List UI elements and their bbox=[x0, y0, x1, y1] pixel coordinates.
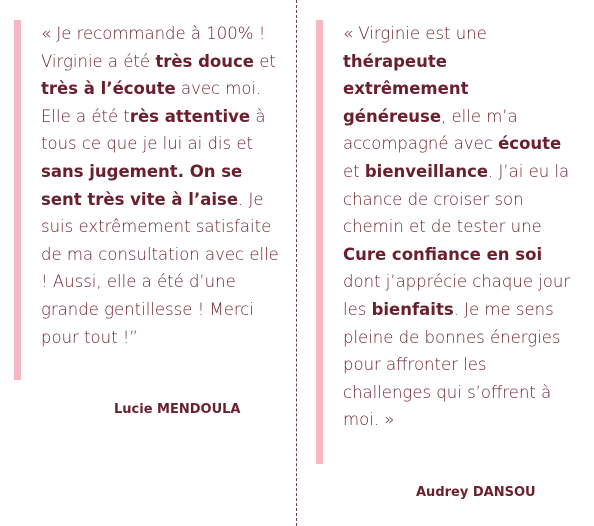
quote-highlight: très à l’écoute bbox=[41, 79, 176, 99]
quote-highlight: rès attentive bbox=[129, 106, 251, 126]
quote-segment: dont j’apprécie chaque jour les bbox=[343, 272, 571, 319]
quote-highlight: thérapeute extrêmement généreuse bbox=[343, 51, 469, 126]
quote-highlight: écoute bbox=[498, 134, 562, 154]
testimonial-author-audrey: Audrey DANSOU bbox=[416, 485, 536, 500]
testimonial-quote-audrey bbox=[316, 20, 573, 464]
testimonial-author-lucie: Lucie MENDOULA bbox=[114, 402, 241, 417]
quote-highlight: très douce bbox=[155, 51, 254, 71]
column-divider bbox=[296, 0, 297, 526]
quote-segment: avec moi. Elle a été t bbox=[41, 79, 262, 126]
quote-segment: . J’ai eu la chance de croiser son chemin et de tester une bbox=[343, 161, 570, 237]
quote-segment: « Je recommande à 100% ! Virginie a été bbox=[41, 24, 266, 71]
quote-highlight: sans jugement. On se sent très vite à l’aise bbox=[41, 161, 243, 209]
quote-segment: et bbox=[253, 51, 276, 71]
quote-highlight: bienveillance bbox=[364, 161, 489, 181]
quote-segment: à tous ce que je lui ai dis et bbox=[41, 106, 266, 154]
quote-segment: . Je me sens pleine de bonnes énergies pour affronter les challenges qui s’offrent à moi. » bbox=[343, 299, 561, 430]
quote-segment: , elle m’a accompagné avec bbox=[343, 106, 518, 154]
testimonial-quote-lucie bbox=[14, 20, 287, 380]
quote-segment: « Virginie est une bbox=[343, 24, 487, 43]
quote-segment: et bbox=[343, 161, 365, 181]
quote-segment: . Je suis extrêmement satisfaite de ma consultation avec elle ! Aussi, elle a été d’une grande gentillesse ! Merci pour tout !” bbox=[41, 189, 279, 347]
quote-highlight: Cure confiance en soi bbox=[343, 244, 543, 264]
quote-highlight: bienfaits bbox=[371, 299, 454, 319]
